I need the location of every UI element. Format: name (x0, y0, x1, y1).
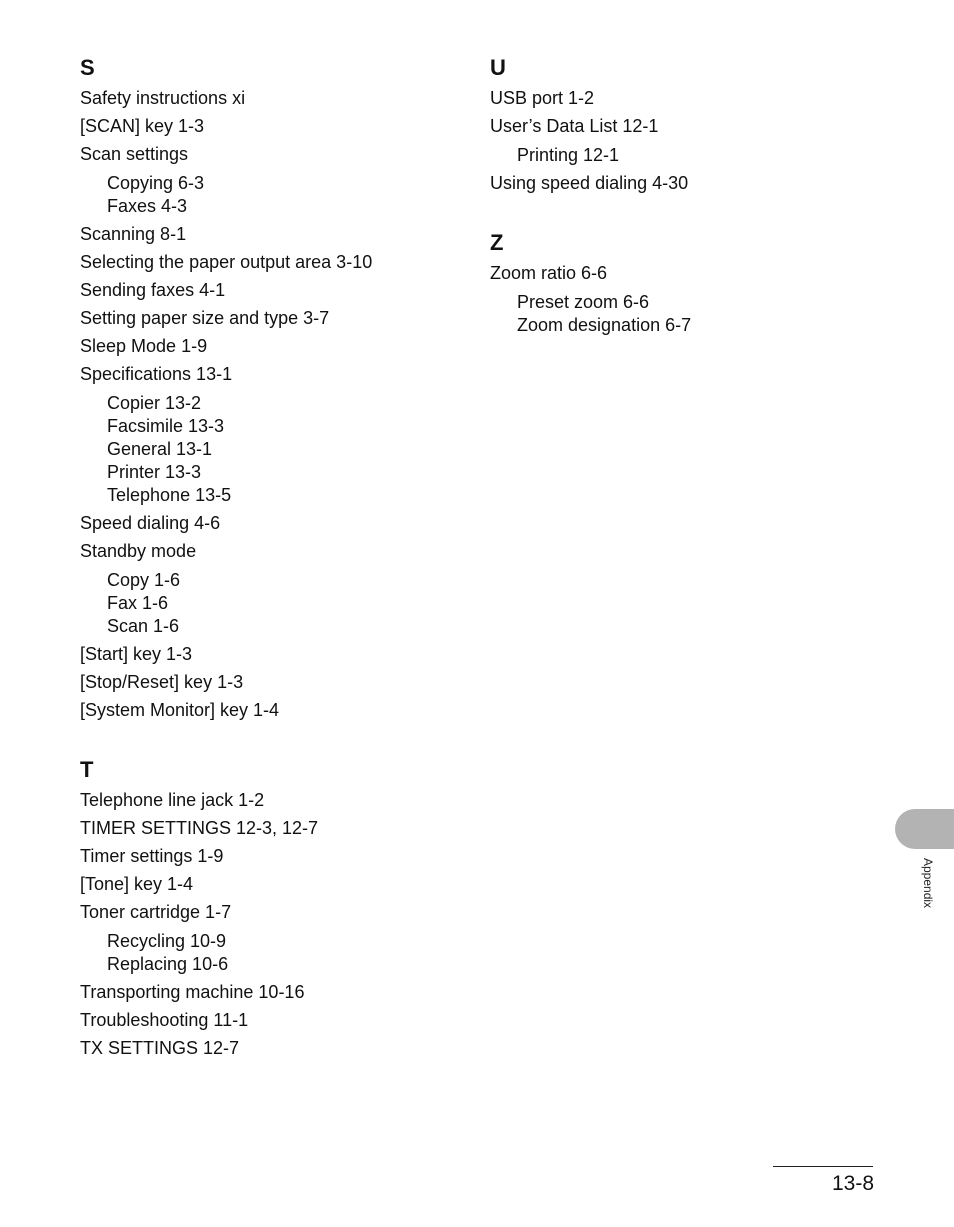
index-entry: Timer settings 1-9 (80, 846, 224, 866)
index-entry: Transporting machine 10-16 (80, 982, 305, 1002)
index-entry: Speed dialing 4-6 (80, 513, 221, 533)
index-subentry: Facsimile 13-3 (107, 416, 225, 436)
index-entry: USB port 1-2 (490, 88, 595, 108)
index-entry: [Start] key 1-3 (80, 644, 193, 664)
index-subentry: Preset zoom 6-6 (517, 292, 650, 312)
index-entry: Specifications 13-1 (80, 364, 233, 384)
index-subentry: Recycling 10-9 (107, 931, 227, 951)
index-subentry: Scan 1-6 (107, 616, 180, 636)
index-subentry: Fax 1-6 (107, 593, 169, 613)
index-subentry: Copy 1-6 (107, 570, 181, 590)
index-column-right (490, 54, 870, 371)
index-entry: Scanning 8-1 (80, 224, 187, 244)
chapter-tab (895, 809, 954, 849)
index-subentry: Faxes 4-3 (107, 196, 188, 216)
index-entry: [Tone] key 1-4 (80, 874, 194, 894)
index-section-z (490, 229, 870, 337)
section-letter: Z (490, 230, 504, 255)
index-entry: [SCAN] key 1-3 (80, 116, 205, 136)
index-subentries (107, 172, 470, 218)
section-letter: U (490, 55, 506, 80)
index-entry: Toner cartridge 1-7 (80, 902, 232, 922)
index-subentry: Printer 13-3 (107, 462, 202, 482)
index-section-u (490, 54, 870, 195)
index-subentries (517, 144, 870, 167)
index-entry: Scan settings (80, 144, 189, 164)
index-subentry: Copier 13-2 (107, 393, 202, 413)
index-subentry: General 13-1 (107, 439, 213, 459)
index-subentry: Zoom designation 6-7 (517, 315, 692, 335)
index-entry: [System Monitor] key 1-4 (80, 700, 280, 720)
index-entry: Telephone line jack 1-2 (80, 790, 265, 810)
index-entry: Sleep Mode 1-9 (80, 336, 208, 356)
index-entry: Standby mode (80, 541, 197, 561)
index-subentries (517, 291, 870, 337)
index-entry: Selecting the paper output area 3-10 (80, 252, 373, 272)
footer-rule (773, 1166, 873, 1167)
page-number: 13-8 (831, 1172, 874, 1195)
index-subentry: Replacing 10-6 (107, 954, 229, 974)
section-letter: S (80, 55, 95, 80)
index-entry: TIMER SETTINGS 12-3, 12-7 (80, 818, 319, 838)
index-subentry: Printing 12-1 (517, 145, 620, 165)
index-entry: Setting paper size and type 3-7 (80, 308, 330, 328)
index-subentries (107, 569, 470, 638)
index-subentries (107, 392, 470, 507)
index-entry: TX SETTINGS 12-7 (80, 1038, 240, 1058)
index-entry: [Stop/Reset] key 1-3 (80, 672, 244, 692)
index-entry: Safety instructions xi (80, 88, 246, 108)
index-entry: Sending faxes 4-1 (80, 280, 226, 300)
index-subentry: Telephone 13-5 (107, 485, 232, 505)
index-entry: User’s Data List 12-1 (490, 116, 659, 136)
index-subentry: Copying 6-3 (107, 173, 205, 193)
index-section-t (80, 756, 470, 1060)
index-section-s (80, 54, 470, 722)
chapter-tab-label: Appendix (921, 858, 935, 909)
index-entry: Using speed dialing 4-30 (490, 173, 689, 193)
section-letter: T (80, 757, 94, 782)
index-subentries (107, 930, 470, 976)
index-column-left (80, 54, 470, 1094)
index-entry: Zoom ratio 6-6 (490, 263, 608, 283)
index-entry: Troubleshooting 11-1 (80, 1010, 249, 1030)
